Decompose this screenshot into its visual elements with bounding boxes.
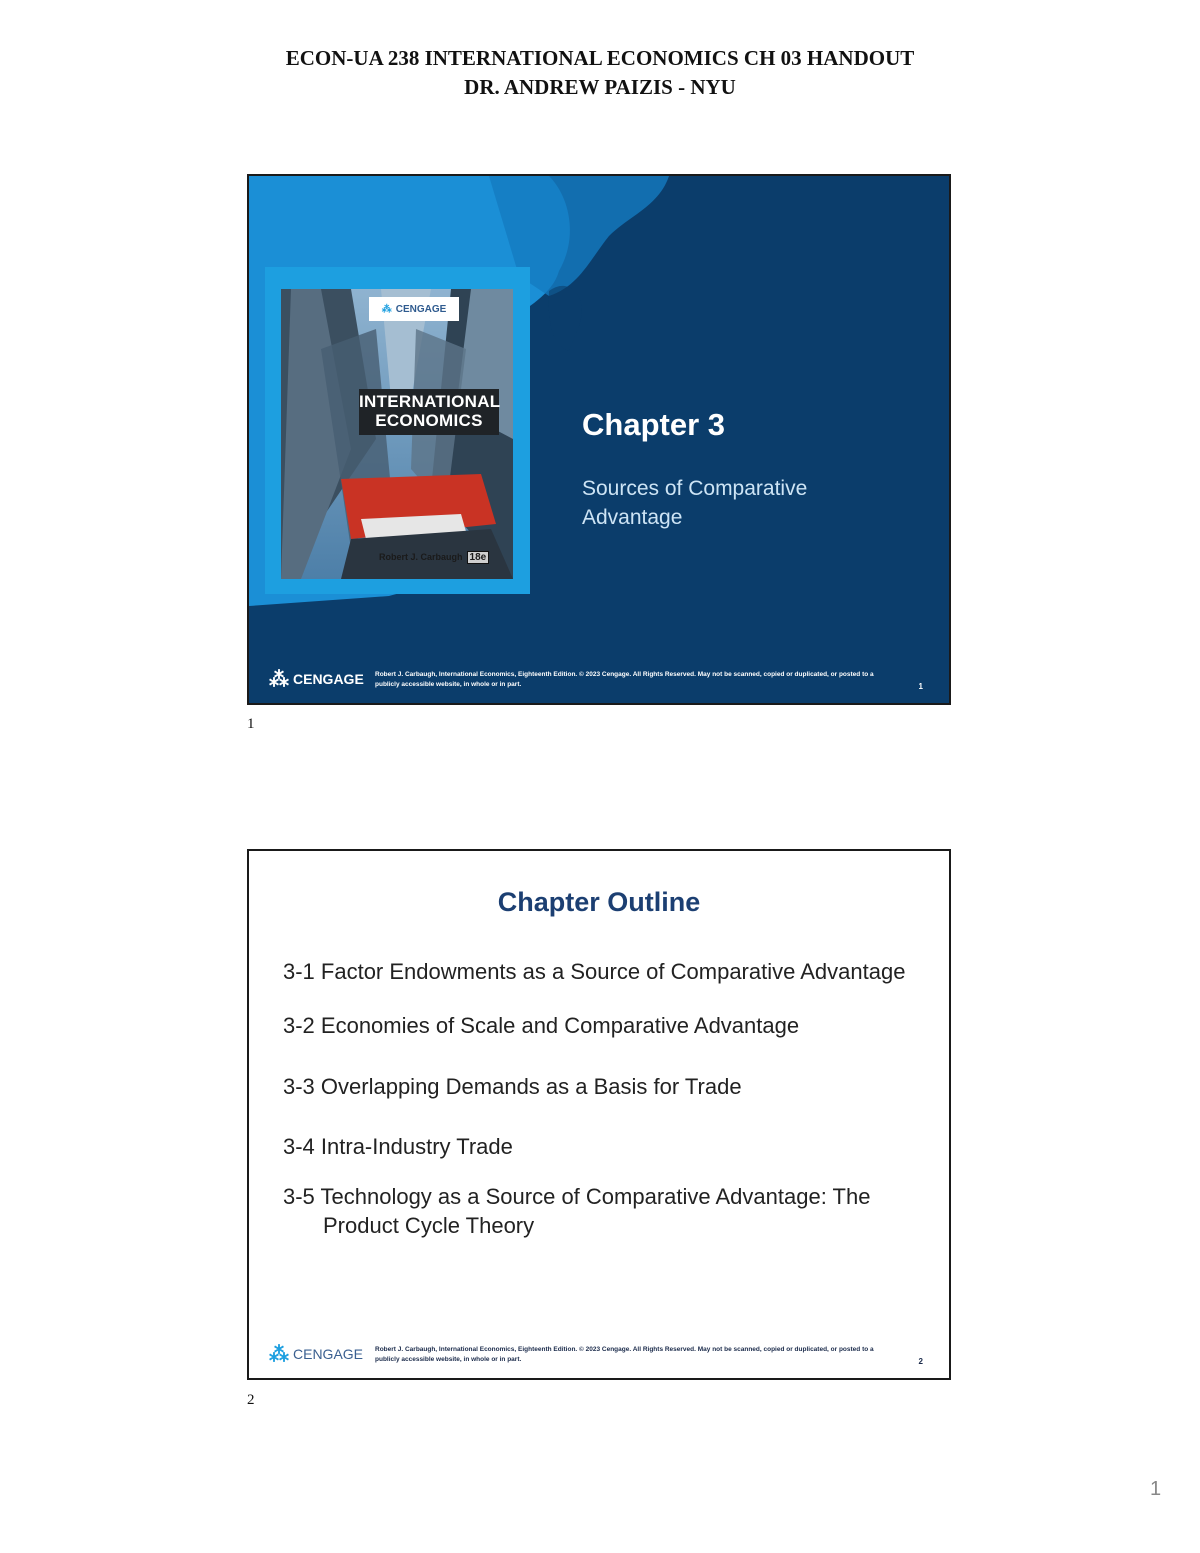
chapter-title: Chapter 3 [582,407,725,442]
footer-logo [269,661,364,697]
outline-title: Chapter Outline [497,887,701,917]
book-cover [281,289,513,579]
outline-item: 3-1 Factor Endowments as a Source of Comparative Advantage [283,959,906,984]
course-title: ECON-UA 238 INTERNATIONAL ECONOMICS CH 03 HANDOUT [285,46,915,70]
cover-edition: 18e [467,551,490,564]
cengage-logo-icon: ⁂ [269,668,289,691]
slide-label-2: 2 [247,1392,255,1408]
footer-logo [269,1336,363,1372]
cover-author [379,547,499,567]
cengage-logo-icon: ⁂ [381,303,392,315]
handout-header [0,44,1200,102]
slide-label-1: 1 [247,716,255,732]
cover-author-name: Robert J. Carbaugh [379,552,463,562]
outline-item: 3-4 Intra-Industry Trade [283,1134,513,1159]
instructor-name: DR. ANDREW PAIZIS - NYU [464,75,736,99]
footer-brand-text: CENGAGE [293,1346,364,1362]
cengage-logo-icon: ⁂ [269,1343,289,1366]
chapter-subtitle: Sources of Comparative Advantage [582,477,808,529]
cover-title [359,389,499,435]
outline-item: 3-3 Overlapping Demands as a Basis for Trade [283,1074,742,1099]
cover-title-line2: ECONOMICS [375,411,483,430]
slide-1 [247,174,951,705]
cover-brand-logo [369,297,459,321]
slide-number: 2 [918,1357,923,1366]
book-cover-frame [265,267,530,594]
outline-item: 3-5 Technology as a Source of Comparative Advantage: The Product Cycle Theory [283,1184,871,1238]
copyright-notice: Robert J. Carbaugh, International Economics, Eighteenth Edition. © 2023 Cengage. All Rights Reserved. May not be scanned, copied or duplicated, or posted to a publicly accessible website, in whole or in part. [375,671,874,688]
page-number: 1 [1150,1478,1162,1500]
outline-list [283,957,923,1265]
copyright-notice: Robert J. Carbaugh, International Economics, Eighteenth Edition. © 2023 Cengage. All Rights Reserved. May not be scanned, copied or duplicated, or posted to a publicly accessible website, in whole or in part. [375,1346,874,1363]
slide-2 [247,849,951,1380]
cover-title-line1: INTERNATIONAL [359,392,501,411]
footer-brand-text: CENGAGE [293,671,364,687]
slide-number: 1 [918,682,923,691]
cover-brand-text: CENGAGE [395,303,447,315]
outline-item: 3-2 Economies of Scale and Comparative Advantage [283,1013,800,1038]
